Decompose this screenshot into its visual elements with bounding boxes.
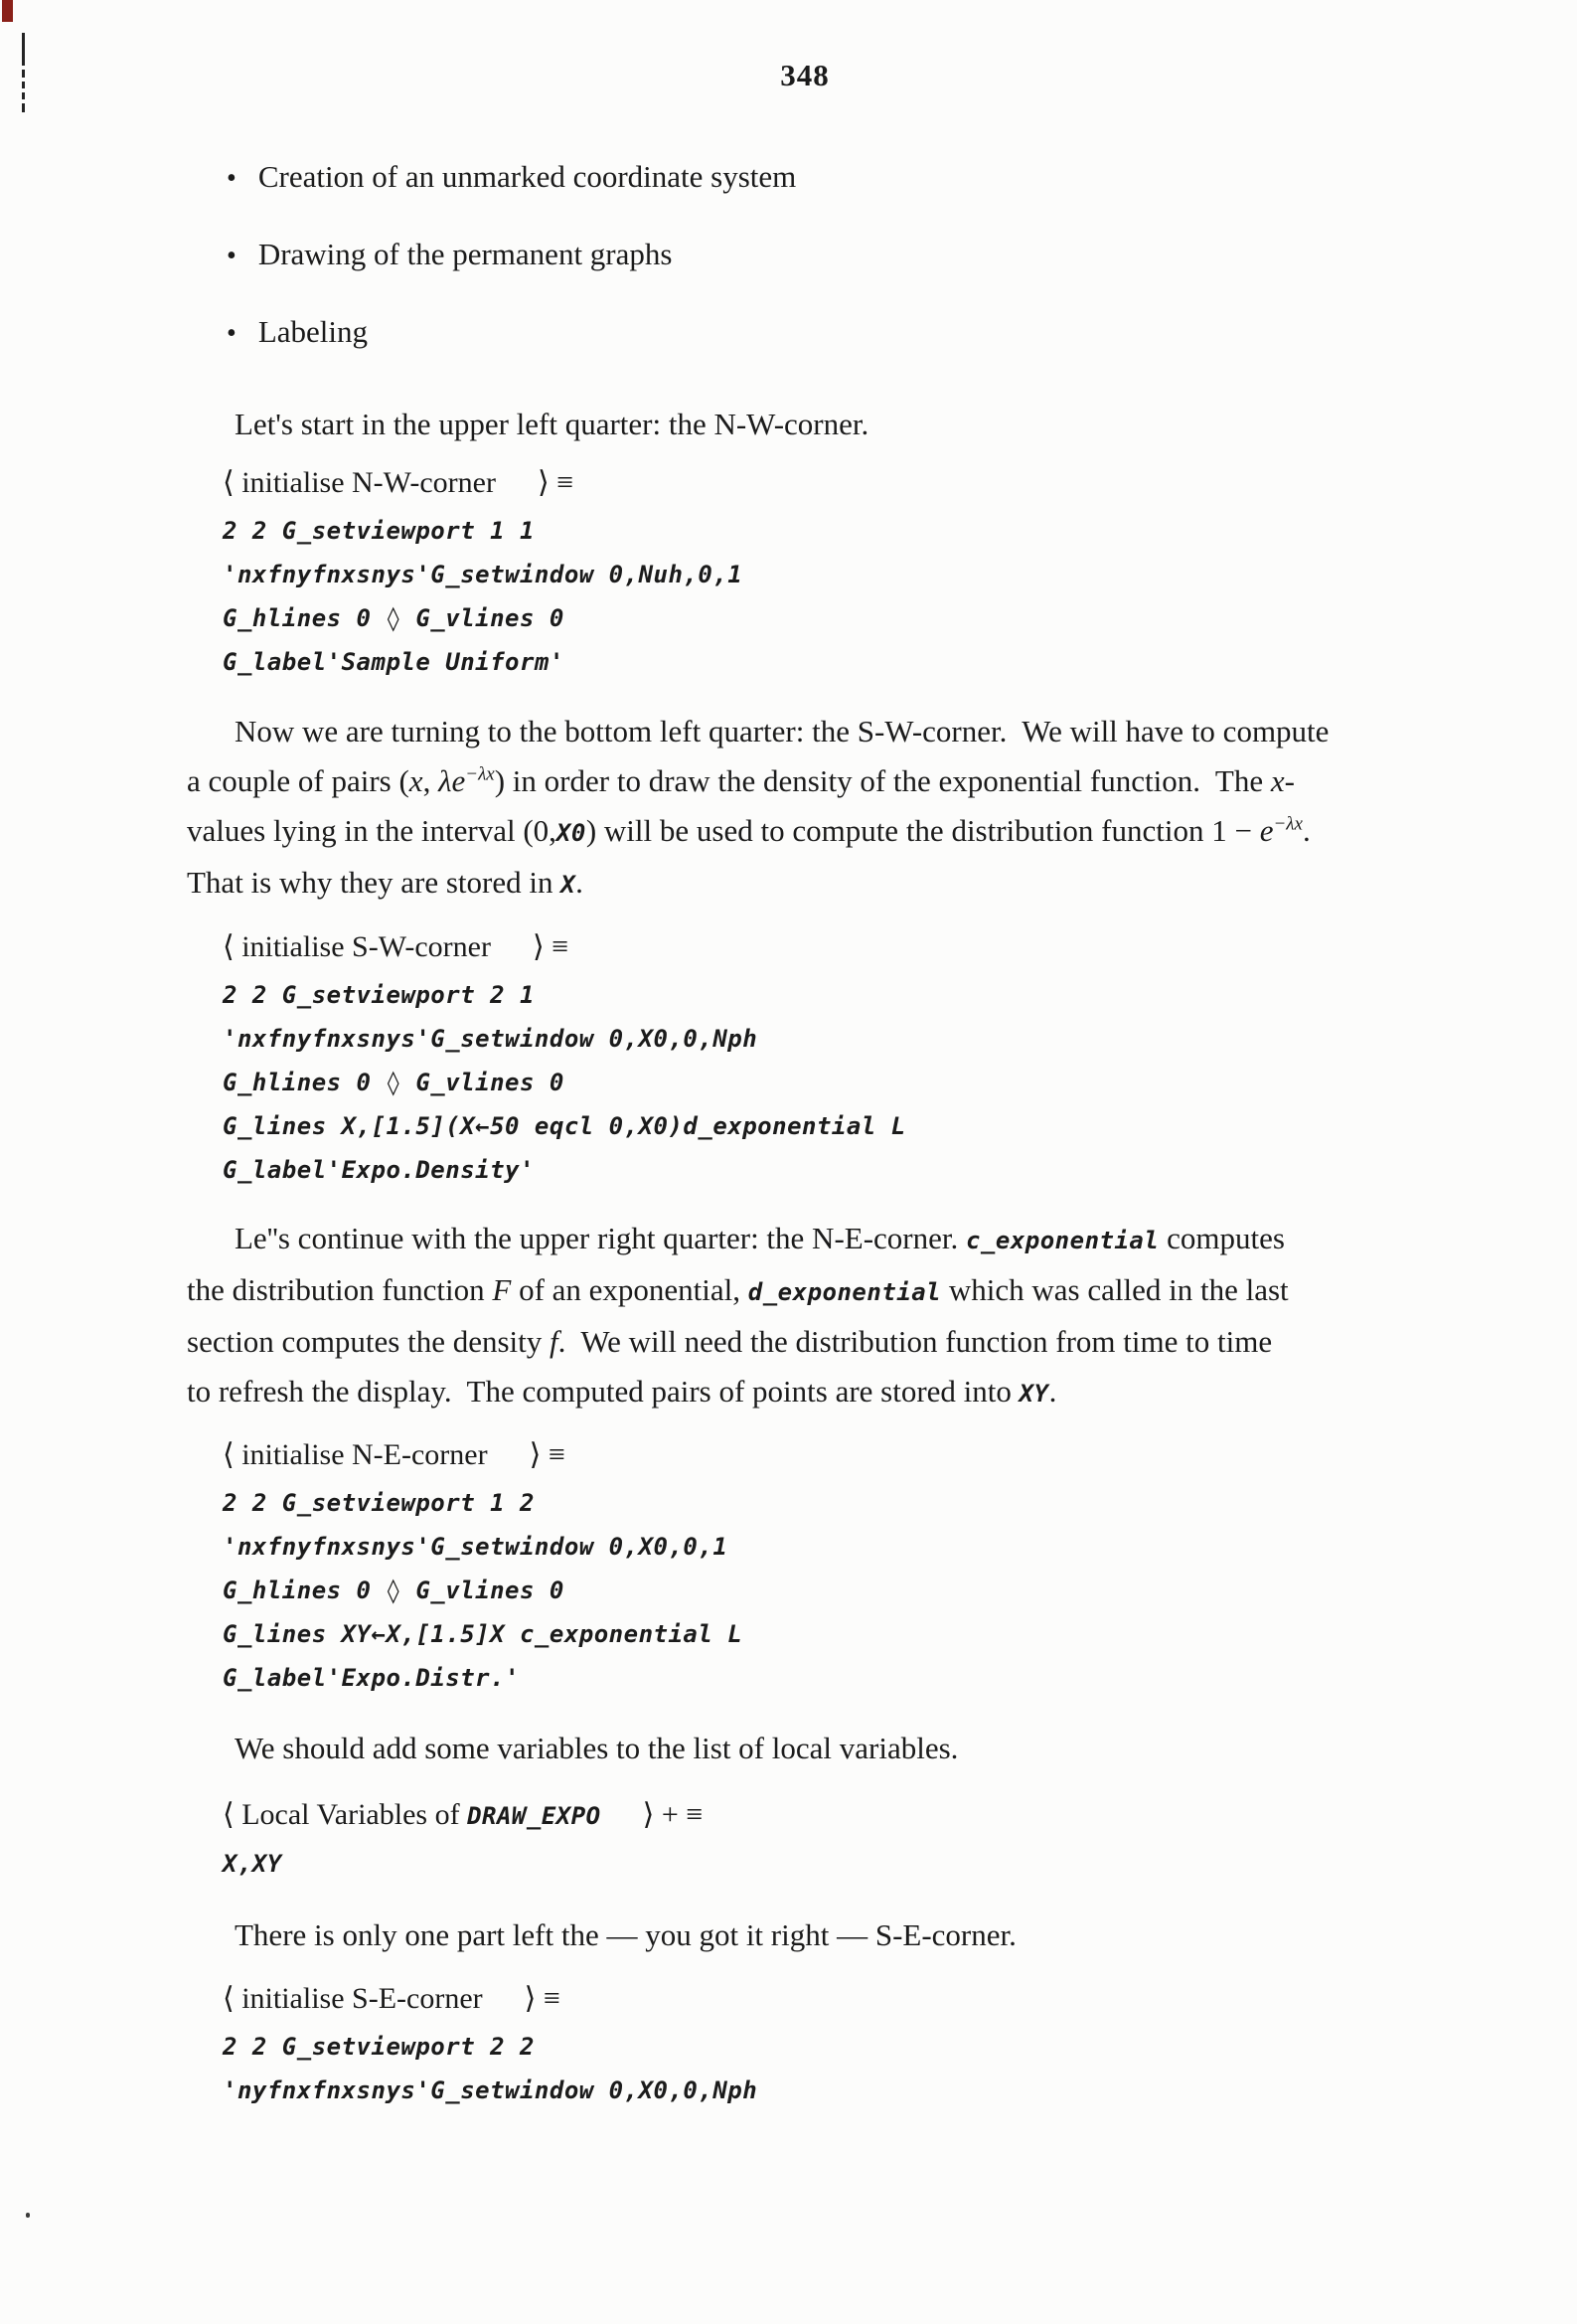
text-line: That is why they are stored in X. xyxy=(187,865,583,900)
chunk-header: ⟨ Local Variables of DRAW_EXPO ⟩ + ≡ xyxy=(223,1798,704,1831)
code-line: 'nxfnyfnxsnys'G_setwindow 0,X0,0,Nph xyxy=(223,1025,758,1053)
code-line: 'nxfnyfnxsnys'G_setwindow 0,X0,0,1 xyxy=(223,1533,728,1561)
bullet-item xyxy=(227,237,796,270)
bullet-label: Creation of an unmarked coordinate system xyxy=(257,159,797,194)
scan-corner-mark xyxy=(2,0,13,22)
code-chunk-sw-corner xyxy=(223,925,906,1192)
chunk-header: ⟨ initialise S-W-corner ⟩ ≡ xyxy=(223,930,569,963)
code-line: G_label'Sample Uniform' xyxy=(223,648,564,676)
code-line: G_label'Expo.Density' xyxy=(223,1156,535,1184)
code-block xyxy=(223,2025,757,2112)
text-line: Le''s continue with the upper right quarter: the N-E-corner. c_exponential computes xyxy=(235,1221,1285,1255)
code-line: 'nxfnyfnxsnys'G_setwindow 0,Nuh,0,1 xyxy=(223,561,743,588)
code-line: X,XY xyxy=(223,1850,282,1878)
text-line: the distribution function F of an exponential, d_exponential which was called in the last xyxy=(187,1272,1289,1307)
chunk-header: ⟨ initialise S-E-corner ⟩ ≡ xyxy=(223,1982,560,2015)
code-chunk-local-variables xyxy=(223,1793,703,1886)
paragraph-ne-explanation xyxy=(187,1214,1289,1418)
bullet-list xyxy=(227,159,796,392)
code-block xyxy=(223,973,906,1192)
code-chunk-nw-corner xyxy=(223,461,742,684)
page-number: 348 xyxy=(780,58,830,92)
text-line: a couple of pairs (x, $\lambda e^{-\lambda x}$) in order to draw the density of the exponential function. The x- xyxy=(187,763,1295,798)
text-line: Now we are turning to the bottom left quarter: the S-W-corner. We will have to compute xyxy=(235,714,1330,748)
code-line: G_lines XY←X,[1.5]X c_exponential L xyxy=(223,1620,743,1648)
bullet-label: Drawing of the permanent graphs xyxy=(257,237,673,271)
bullet-item xyxy=(227,314,796,348)
text-line: There is only one part left the — you got it right — S-E-corner. xyxy=(235,1917,1017,1952)
margin-line-segment xyxy=(22,103,25,112)
code-block xyxy=(223,1481,742,1700)
paragraph-se-intro xyxy=(187,1910,1017,1960)
code-block xyxy=(223,509,742,684)
bullet-label: Labeling xyxy=(257,314,368,349)
chunk-header: ⟨ initialise N-E-corner ⟩ ≡ xyxy=(223,1438,565,1471)
bullet-icon: • xyxy=(227,318,237,349)
bullet-item xyxy=(227,159,796,193)
code-line: 2 2 G_setviewport 2 1 xyxy=(223,981,535,1009)
code-line: G_hlines 0 ◊ G_vlines 0 xyxy=(223,604,564,632)
code-line: G_hlines 0 ◊ G_vlines 0 xyxy=(223,1577,564,1604)
code-line: 2 2 G_setviewport 2 2 xyxy=(223,2033,535,2061)
paragraph-nw-intro xyxy=(187,400,868,449)
margin-line-segment xyxy=(22,33,25,66)
paragraph-sw-explanation xyxy=(187,707,1329,910)
text-line: We should add some variables to the list of local variables. xyxy=(235,1731,959,1765)
code-line: G_lines X,[1.5](X←50 eqcl 0,X0)d_exponential L xyxy=(223,1112,906,1140)
bullet-icon: • xyxy=(227,241,237,271)
code-line: 2 2 G_setviewport 1 2 xyxy=(223,1489,535,1517)
margin-line-segment xyxy=(22,70,25,78)
text-line: to refresh the display. The computed pairs of points are stored into XY. xyxy=(187,1374,1057,1409)
code-line: 2 2 G_setviewport 1 1 xyxy=(223,517,535,545)
bullet-icon: • xyxy=(227,163,237,194)
chunk-header: ⟨ initialise N-W-corner ⟩ ≡ xyxy=(223,466,574,499)
code-chunk-se-corner xyxy=(223,1977,757,2112)
code-chunk-ne-corner xyxy=(223,1433,742,1700)
code-line: G_label'Expo.Distr.' xyxy=(223,1664,520,1692)
code-line: G_hlines 0 ◊ G_vlines 0 xyxy=(223,1069,564,1096)
margin-line-segment xyxy=(22,82,25,88)
text-line: section computes the density f. We will need the distribution function from time to time xyxy=(187,1324,1273,1359)
code-block xyxy=(223,1842,703,1886)
text-line: Let's start in the upper left quarter: the N-W-corner. xyxy=(235,407,869,441)
text-line: values lying in the interval (0,X0) will be used to compute the distribution function $1 - e^{-\lambda x}$. xyxy=(187,813,1311,848)
paragraph-local-variables xyxy=(187,1724,958,1773)
margin-line-segment xyxy=(22,92,25,99)
code-line: 'nyfnxfnxsnys'G_setwindow 0,X0,0,Nph xyxy=(223,2076,758,2104)
scan-speck xyxy=(26,2213,30,2218)
